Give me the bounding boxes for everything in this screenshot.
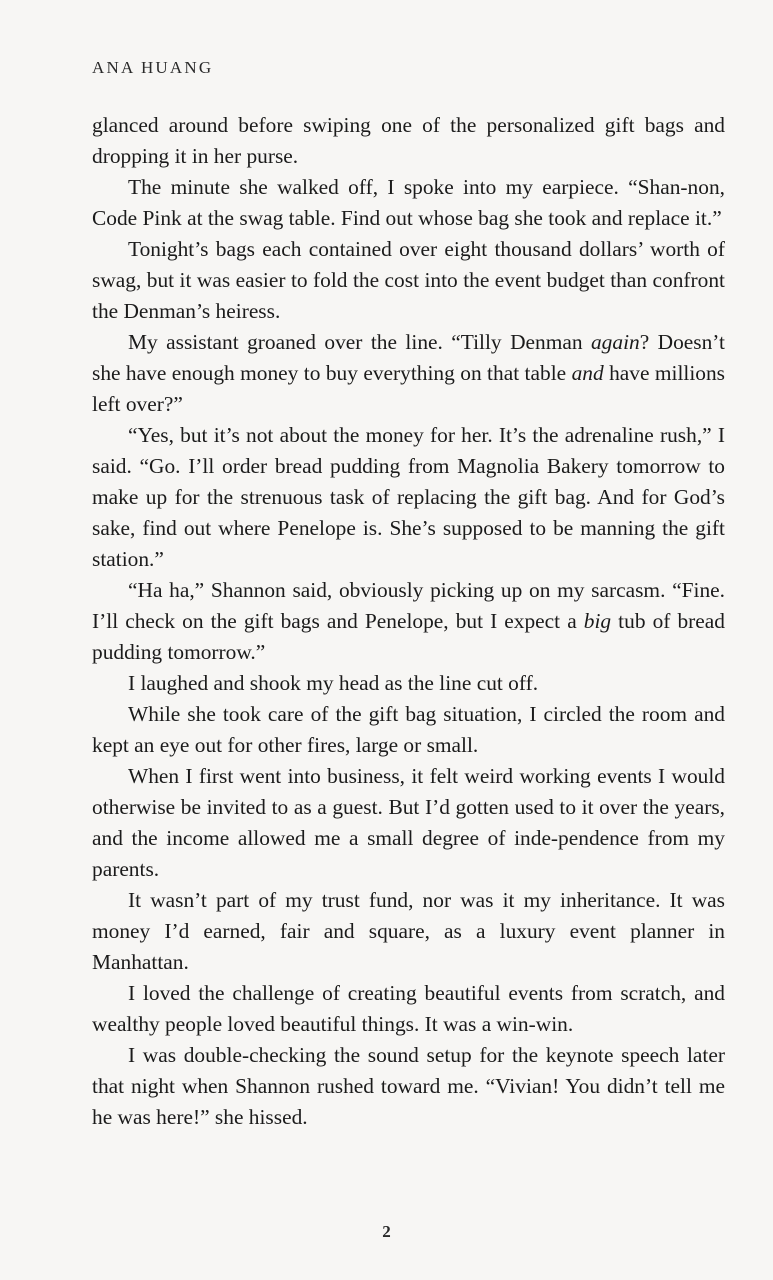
- paragraph: Tonight’s bags each contained over eight thousand dollars’ worth of swag, but it was easier to fold the cost into the event budget than confront the Denman’s heiress.: [92, 237, 725, 323]
- paragraph: When I first went into business, it felt weird working events I would otherwise be invited to as a guest. But I’d gotten used to it over the years, and the income allowed me a small degree of inde-pendence from my parents.: [92, 764, 725, 881]
- paragraph: My assistant groaned over the line. “Tilly Denman again? Doesn’t she have enough money to buy everything on that table and have millions left over?”: [92, 330, 726, 416]
- paragraph: It wasn’t part of my trust fund, nor was it my inheritance. It was money I’d earned, fair and square, as a luxury event planner in Manhattan.: [92, 888, 725, 974]
- paragraph: I was double-checking the sound setup for the keynote speech later that night when Shannon rushed toward me. “Vivian! You didn’t tell me he was here!” she hissed.: [92, 1043, 725, 1129]
- page-number: 2: [382, 1222, 391, 1241]
- paragraph: “Ha ha,” Shannon said, obviously picking up on my sarcasm. “Fine. I’ll check on the gift bags and Penelope, but I expect a big tub of bread pudding tomorrow.”: [92, 578, 725, 664]
- paragraph: While she took care of the gift bag situation, I circled the room and kept an eye out for other fires, large or small.: [92, 702, 725, 757]
- paragraph: The minute she walked off, I spoke into my earpiece. “Shan-non, Code Pink at the swag table. Find out whose bag she took and replace it.”: [92, 175, 725, 230]
- running-head: ANA HUANG: [92, 58, 214, 77]
- paragraph: I loved the challenge of creating beautiful events from scratch, and wealthy people loved beautiful things. It was a win-win.: [92, 981, 725, 1036]
- paragraph: I laughed and shook my head as the line cut off.: [128, 671, 539, 695]
- body-text: [92, 110, 725, 1133]
- paragraph: glanced around before swiping one of the personalized gift bags and dropping it in her purse.: [92, 113, 725, 168]
- paragraph: “Yes, but it’s not about the money for her. It’s the adrenaline rush,” I said. “Go. I’ll order bread pudding from Magnolia Bakery tomorrow to make up for the strenuous task of replacing the gift bag. And for God’s sake, find out where Penelope is. She’s supposed to be manning the gift station.”: [92, 423, 725, 571]
